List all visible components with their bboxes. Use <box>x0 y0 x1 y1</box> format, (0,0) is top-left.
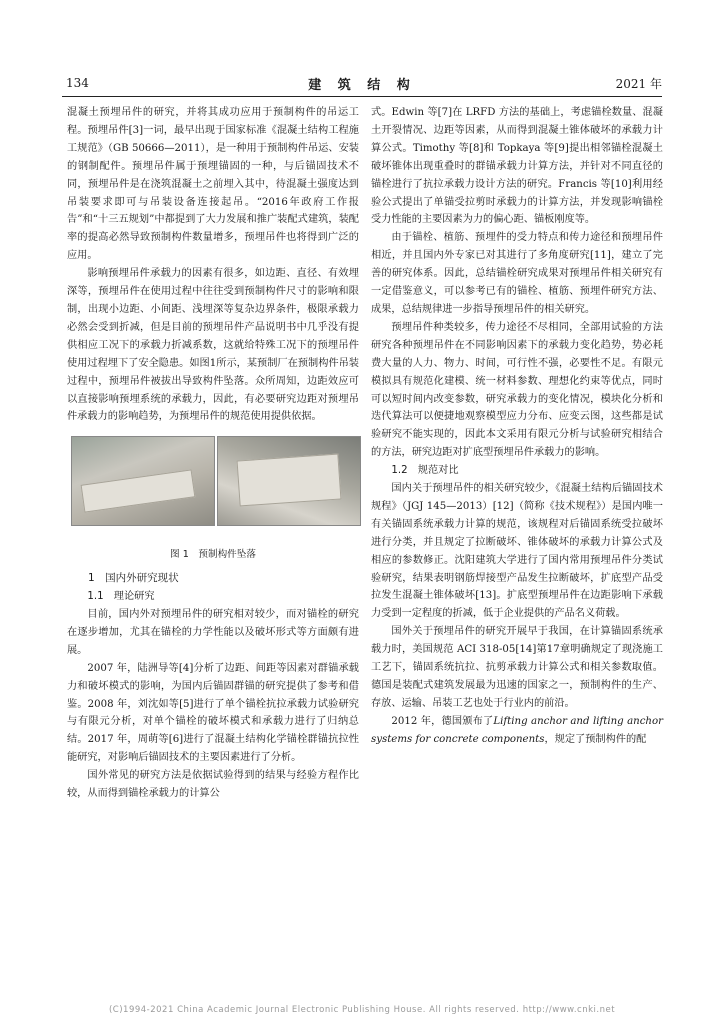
paragraph-methods: 预埋吊件种类较多，传力途径不尽相同，全部用试验的方法研究各种预埋吊件在不同影响因素下的承载力变化趋势，势必耗费大量的人力、物力、时间，可行性不强，必要性不足。有限元模拟具有规范化建模、统一材料参数、理想化约束等优点，同时可以短时间内改变参数，研究承载力的变化情况，模块化分析和迭代算法可以便捷地观察模型应力分布、应变云图，这些都是试验研究不能实现的，因此本文采用有限元分析与试验研究相结合的方法，研究边距对扩底型预埋吊件承载力的影响。 <box>371 321 663 459</box>
figure-photo-left <box>71 436 215 526</box>
right-column <box>371 104 663 749</box>
paragraph-codes-1: 国内关于预埋吊件的相关研究较少，《混凝土结构后锚固技术规程》（JGJ 145—2013）[12]（简称《技术规程》）是国内唯一有关锚固系统承载力计算的规范，该规程对后锚固系统受拉破坏进行分类，并且规定了拉断破坏、锥体破坏的承载力计算公式及相应的参数修正。沈阳建筑大学进行了国内常用预埋吊件分类试验研究，结果表明钢筋焊接型产品发生拉断破坏，扩底型产品受拉发生混凝土锥体破坏[13]。扩底型预埋吊件在边距影响下承载力受到一定程度的折减，低于企业提供的产品名义荷载。 <box>371 483 663 620</box>
left-column <box>67 104 359 803</box>
codes-3-start: 2012 年，德国颁布了 <box>391 715 494 727</box>
codes-3-end: ，规定了预制构件的配 <box>544 733 647 745</box>
section-heading-1: 1 国内外研究现状 <box>88 572 179 585</box>
paragraph-continued: 式。Edwin 等[7]在 LRFD 方法的基础上，考虑锚栓数量、混凝土开裂情况、边距等因素，从而得到混凝土锥体破坏的承载力计算公式。Timothy 等[8]和 Topkaya 等[9]提出相邻锚栓混凝土破坏锥体出现重叠时的群锚承载力计算方法，并针对不同直径的锚栓进行了抗拉承载力设计方法的研究。Francis 等[10]利用经验公式提出了单锚受拉剪时承载力的计算方法，并发现影响锚栓受力性能的主要因素为力的偏心距、锚板刚度等。 <box>371 107 663 226</box>
figure-1 <box>67 430 359 538</box>
paragraph-factors: 影响预埋吊件承载力的因素有很多，如边距、直径、有效埋深等，预埋吊件在使用过程中往往受到预制构件尺寸的影响和限制，出现小边距、小间距、浅埋深等复杂边界条件，极限承载力必然会受到折减，但是目前的预埋吊件产品说明书中几乎没有提供相应工况下的承载力折减系数，这就给特殊工况下的预埋吊件使用过程埋下了安全隐患。如图1所示，某预制厂在预制构件吊装过程中，预埋吊件被拔出导致构件坠落。众所周知，边距效应可以直接影响预埋系统的承载力，因此，有必要研究边距对预埋吊件承载力的影响趋势，为预埋吊件的规范使用提供依据。 <box>67 268 359 423</box>
paragraph-codes-3 <box>371 713 663 749</box>
journal-title: 建 筑 结 构 <box>308 78 416 93</box>
paragraph-theory-3: 国外常见的研究方法是依据试验得到的结果与经验方程作比较，从而得到锚栓承载力的计算公 <box>67 770 359 800</box>
german-standard-title: Lifting anchor and lifting anchor systems for concrete components <box>371 715 663 745</box>
paragraph-theory-1: 目前，国内外对预埋吊件的研究相对较少，而对锚栓的研究在逐步增加，尤其在锚栓的力学性能以及破坏形式等方面颇有进展。 <box>67 609 359 656</box>
copyright-watermark: (C)1994-2021 China Academic Journal Electronic Publishing House. All rights reserved. http://www.cnki.net <box>108 1005 616 1015</box>
section-heading-1-1: 1.1 理论研究 <box>87 591 155 603</box>
header-rule <box>62 96 662 97</box>
figure-photo-right <box>217 436 361 526</box>
page-number: 134 <box>66 76 89 90</box>
paragraph-similar: 由于锚栓、植筋、预埋件的受力特点和传力途径和预埋吊件相近，并且国内外专家已对其进行了多角度研究[11]，建立了完善的研究体系。因此，总结锚栓研究成果对预埋吊件相关研究有一定借鉴意义，可以参考已有的锚栓、植筋、预埋件研究方法、成果，总结规律进一步指导预埋吊件的相关研究。 <box>371 232 663 315</box>
paragraph-theory-2: 2007 年，陆洲导等[4]分析了边距、间距等因素对群锚承载力和破坏模式的影响，为国内后锚固群锚的研究提供了参考和借鉴。2008 年，刘沈如等[5]进行了单个锚栓抗拉承载力试验研究与有限元分析，对单个锚栓的破坏模式和承载力进行了归纳总结。2017 年，周萌等[6]进行了混凝土结构化学锚栓群锚抗拉性能研究，对影响后锚固技术的主要因素进行了分析。 <box>67 662 359 764</box>
paragraph-codes-2: 国外关于预埋吊件的研究开展早于我国，在计算锚固系统承载力时，美国规范 ACI 318-05[14]第17章明确规定了现浇施工工艺下，锚固系统抗拉、抗剪承载力计算公式和相关参数取值。德国是装配式建筑发展最为迅速的国家之一，预制构件的生产、存放、运输、吊装工艺也处于行业内的前沿。 <box>371 626 663 709</box>
page-header <box>62 74 662 92</box>
figure-caption: 图 1 预制构件坠落 <box>170 549 256 561</box>
section-heading-1-2: 1.2 规范对比 <box>391 465 459 477</box>
paragraph-intro: 混凝土预埋吊件的研究，并将其成功应用于预制构件的吊运工程。预埋吊件[3]一词，最早出现于国家标准《混凝土结构工程施工规范》（GB 50666—2011），是一种用于预制构件吊运、安装的钢制配件。预埋吊件属于预埋锚固的一种，与后锚固技术不同，预埋吊件是在浇筑混凝土之前埋入其中，待混凝土强度达到吊装要求即可与吊装设备连接起吊。“2016年政府工作报告”和“十三五规划”中都提到了大力发展和推广装配式建筑，装配率的提高必然导致预制构件数量增多，预埋吊件也将得到广泛的应用。 <box>67 107 359 262</box>
publication-year: 2021 年 <box>615 77 662 91</box>
